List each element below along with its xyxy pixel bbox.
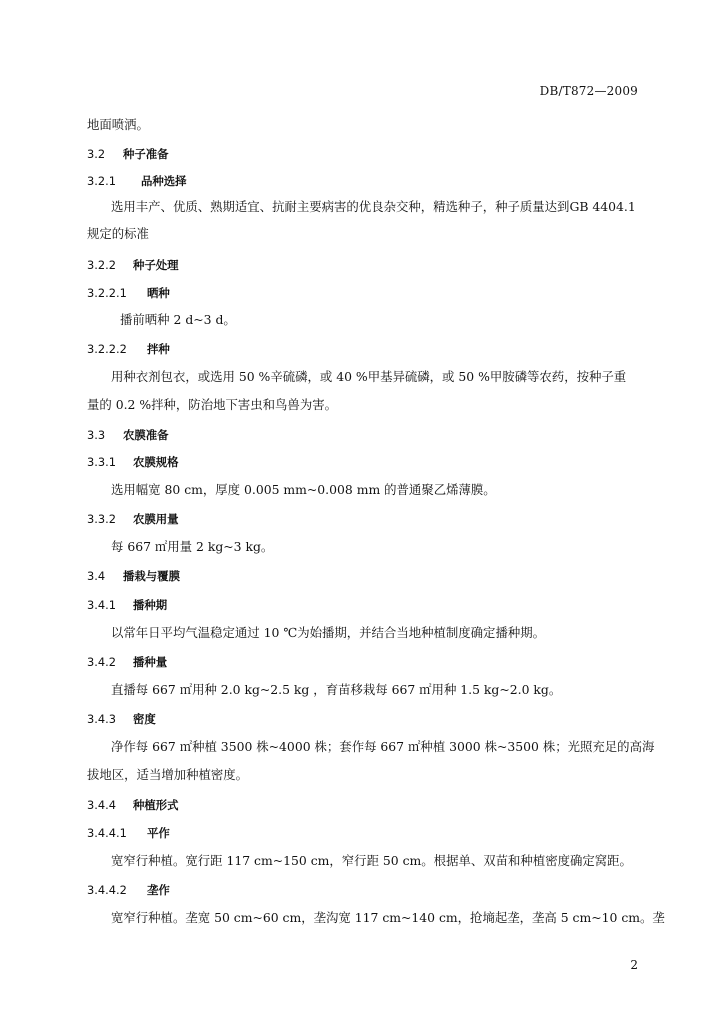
section-title: 密度 <box>133 712 156 726</box>
section-heading <box>87 796 642 814</box>
section-title: 种植形式 <box>133 798 179 812</box>
body-text-line: 用种衣剂包衣，或选用 50 %辛硫磷，或 40 %甲基异硫磷，或 50 %甲胺磷等农药，按种子重 <box>111 369 627 384</box>
body-text-line: 直播每 667 ㎡用种 2.0 kg~2.5 kg ，育苗移栽每 667 ㎡用种 1.5 kg~2.0 kg。 <box>111 682 562 697</box>
section-title: 农膜准备 <box>123 428 169 442</box>
section-heading <box>87 284 642 302</box>
section-title: 垄作 <box>147 883 170 897</box>
section-heading <box>87 653 642 671</box>
section-number: 3.4.1 <box>87 598 116 612</box>
section-number: 3.3 <box>87 428 106 442</box>
section-title: 播种期 <box>133 598 168 612</box>
section-heading <box>87 596 642 614</box>
body-text-line: 播前晒种 2 d~3 d。 <box>120 312 236 327</box>
body-text-line: 拔地区，适当增加种植密度。 <box>87 767 249 782</box>
section-title: 品种选择 <box>141 174 187 188</box>
section-heading <box>87 881 642 899</box>
section-heading <box>87 824 642 842</box>
section-title: 农膜规格 <box>133 455 179 469</box>
section-title: 农膜用量 <box>133 512 179 526</box>
section-heading <box>87 256 642 274</box>
section-number: 3.2 <box>87 147 106 161</box>
section-number: 3.4 <box>87 569 106 583</box>
body-text-line: 选用幅宽 80 cm，厚度 0.005 mm~0.008 mm 的普通聚乙烯薄膜。 <box>111 482 496 497</box>
page-number: 2 <box>630 958 638 972</box>
section-number: 3.2.1 <box>87 174 116 188</box>
section-number: 3.2.2.1 <box>87 286 127 300</box>
section-title: 播种量 <box>133 655 168 669</box>
section-number: 3.4.2 <box>87 655 116 669</box>
document-code: DB/T872—2009 <box>539 84 638 98</box>
section-title: 种子准备 <box>123 147 169 161</box>
section-heading <box>87 426 642 444</box>
section-number: 3.4.4 <box>87 798 116 812</box>
section-heading <box>87 453 642 471</box>
body-text-line: 宽窄行种植。垄宽 50 cm~60 cm，垄沟宽 117 cm~140 cm，抢墒起垄，垄高 5 cm~10 cm。垄 <box>111 910 665 925</box>
section-title: 播栽与覆膜 <box>123 569 180 583</box>
section-title: 晒种 <box>147 286 170 300</box>
section-heading <box>87 145 642 163</box>
section-number: 3.4.3 <box>87 712 116 726</box>
section-heading <box>87 710 642 728</box>
body-text-line: 以常年日平均气温稳定通过 10 ℃为始播期，并结合当地种植制度确定播种期。 <box>111 625 546 640</box>
section-number: 3.2.2.2 <box>87 342 127 356</box>
body-text-line: 选用丰产、优质、熟期适宜、抗耐主要病害的优良杂交种，精选种子，种子质量达到GB 4404.1 <box>111 199 636 214</box>
body-text-line: 规定的标准 <box>87 226 149 241</box>
section-heading <box>87 172 642 190</box>
body-text-line: 量的 0.2 %拌种，防治地下害虫和鸟兽为害。 <box>87 397 337 412</box>
section-heading <box>87 567 642 585</box>
section-number: 3.3.2 <box>87 512 116 526</box>
section-number: 3.3.1 <box>87 455 116 469</box>
body-text-line: 地面喷洒。 <box>87 117 149 132</box>
section-number: 3.4.4.1 <box>87 826 127 840</box>
section-number: 3.4.4.2 <box>87 883 127 897</box>
section-number: 3.2.2 <box>87 258 116 272</box>
section-heading <box>87 510 642 528</box>
section-title: 平作 <box>147 826 170 840</box>
section-title: 种子处理 <box>133 258 179 272</box>
body-text-line: 净作每 667 ㎡种植 3500 株~4000 株；套作每 667 ㎡种植 3000 株~3500 株；光照充足的高海 <box>111 739 655 754</box>
section-heading <box>87 340 642 358</box>
body-text-line: 宽窄行种植。宽行距 117 cm~150 cm，窄行距 50 cm。根据单、双苗和种植密度确定窝距。 <box>111 853 632 868</box>
body-text-line: 每 667 ㎡用量 2 kg~3 kg。 <box>111 539 274 554</box>
section-title: 拌种 <box>147 342 170 356</box>
